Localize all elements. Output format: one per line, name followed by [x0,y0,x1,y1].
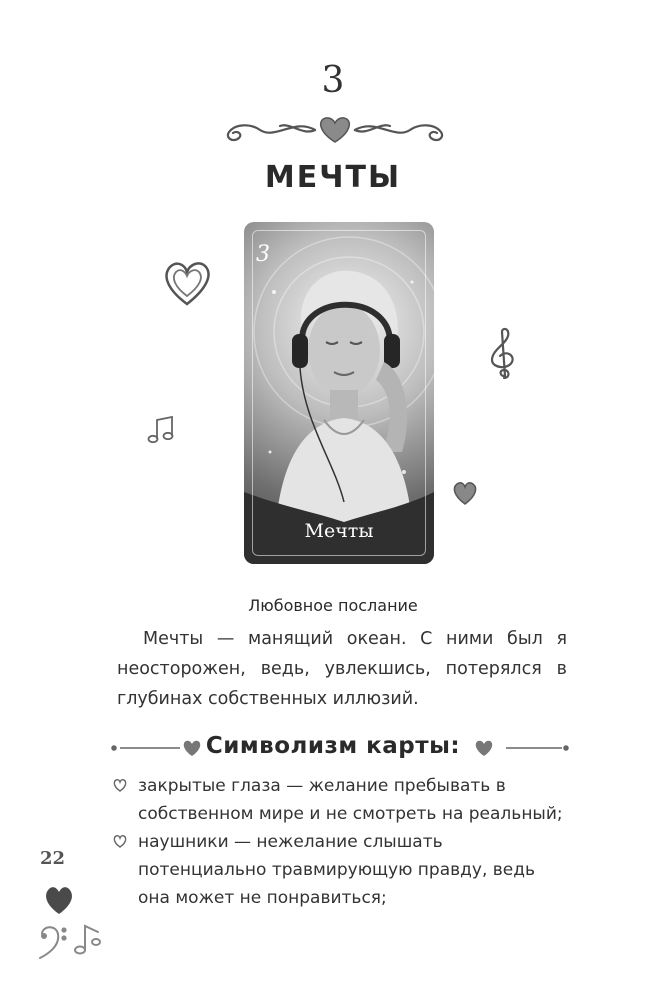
page-number: 22 [40,848,66,869]
music-notes-icon [146,414,176,446]
list-item [112,772,572,828]
bass-clef-music-icon [38,920,108,964]
card-label: Мечты [304,520,374,542]
heart-bullet-icon [112,777,128,793]
tarot-card [244,222,434,564]
symbolism-heading: Символизм карты: [205,733,461,759]
outline-heart-icon [160,256,214,310]
card-frame [252,230,426,556]
list-item-text: закрытые глаза — желание пребывать в собственном мире и не смотреть на реальный; [138,776,563,824]
page-title: МЕЧТЫ [264,160,402,195]
heart-bullet-icon [112,833,128,849]
treble-clef-icon [486,326,520,382]
list-item [112,828,572,912]
chapter-number: 3 [321,60,345,101]
heart-icon [321,118,350,142]
heart-icon [451,480,479,506]
flourish-ornament [215,110,455,150]
list-item-text: наушники — нежелание слышать потенциально травмирующую правду, ведь она может не понравиться; [138,832,536,908]
love-message-heading: Любовное послание [248,596,418,615]
love-message-text [117,624,567,714]
love-message-body: Мечты — манящий океан. С ними был я неосторожен, ведь, увлекшись, потерялся в глубинах собственных иллюзий. [117,629,567,709]
heart-icon [42,884,76,916]
card-number: 3 [256,242,270,267]
